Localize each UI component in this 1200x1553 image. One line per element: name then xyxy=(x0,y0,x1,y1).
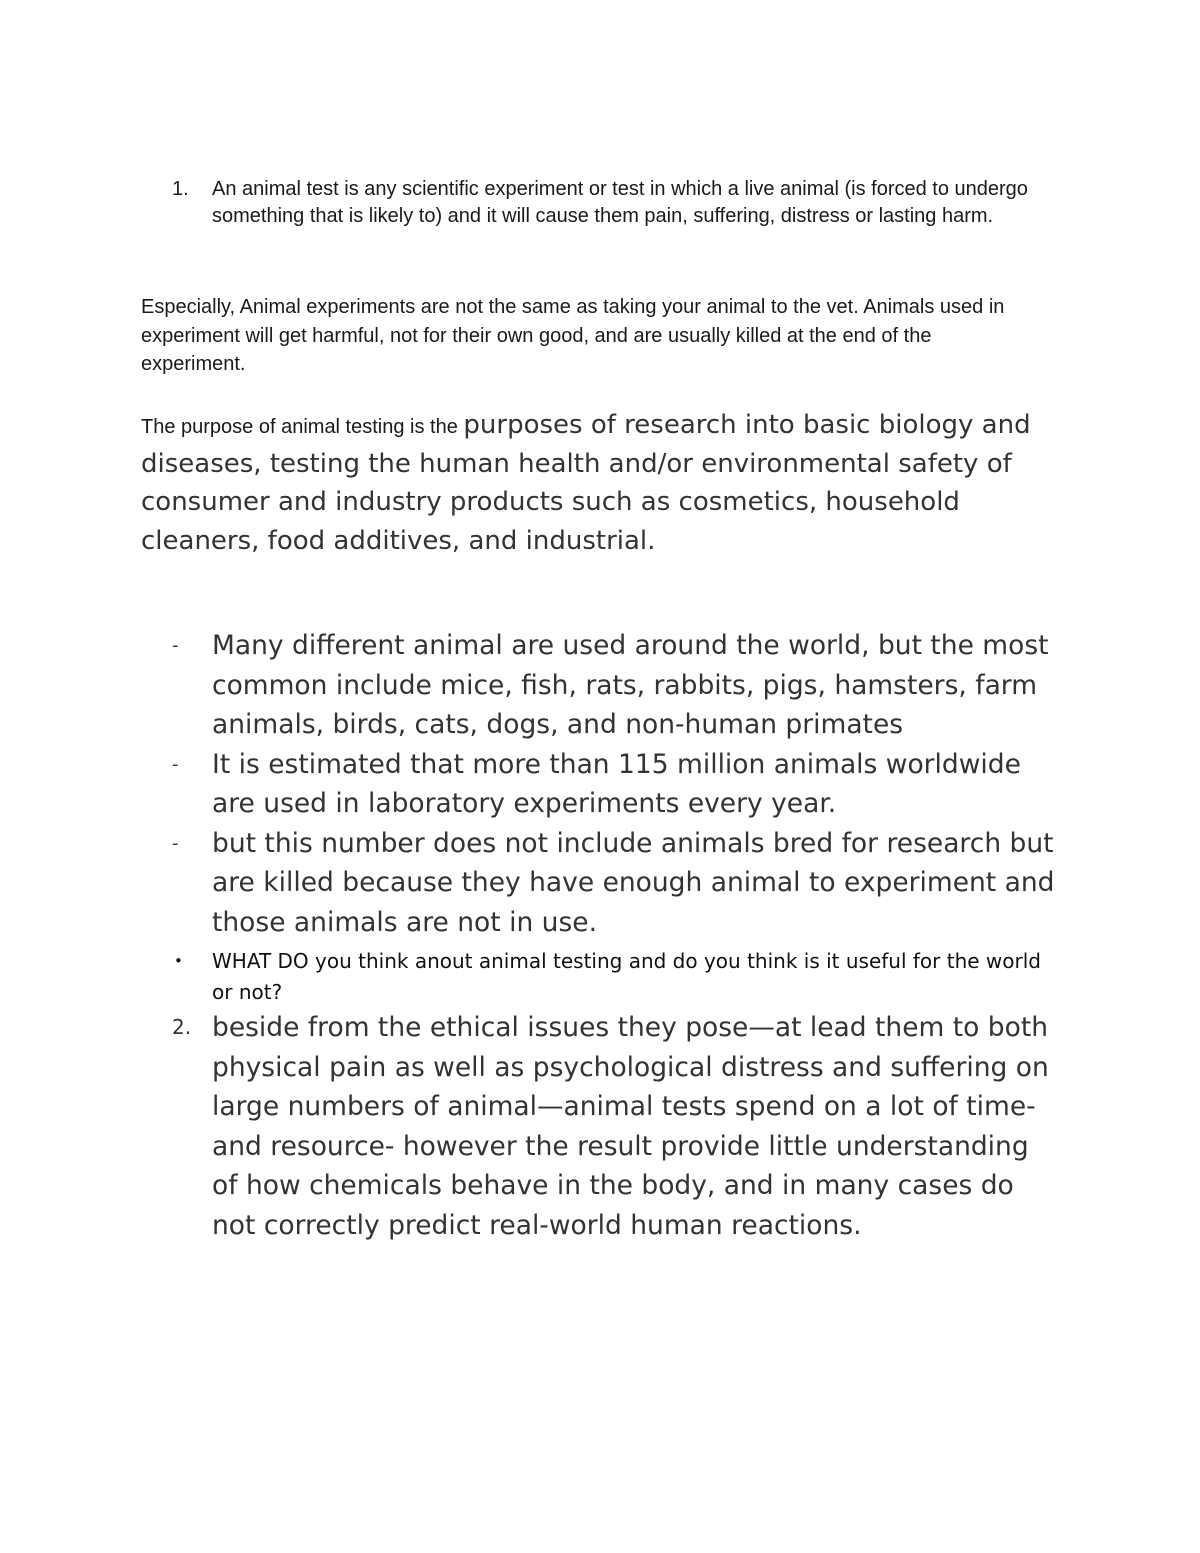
purpose-lead-text: The purpose of animal testing is the xyxy=(141,416,464,438)
list-item-text: It is estimated that more than 115 million animals worldwide are used in laboratory experiments every year. xyxy=(212,748,1021,819)
numbered-item-2 xyxy=(172,1008,1072,1245)
question-bullet-item xyxy=(172,946,1072,1008)
numbered-item-1 xyxy=(172,176,1072,230)
dash-marker: - xyxy=(172,635,179,656)
list-number: 1. xyxy=(172,178,189,200)
list-item-text: beside from the ethical issues they pose—at lead them to both physical pain as well as psychological distress and suffering on large numbers of animal—animal tests spend on a lot of time- and resource- however the result provide little understanding of how chemicals behave in the body, and in many cases do not correctly predict real-world human reactions. xyxy=(212,1012,1049,1241)
paragraph-purpose xyxy=(141,408,1041,562)
list-item-text: but this number does not include animals bred for research but are killed because they have enough animal to experiment and those animals are not in use. xyxy=(212,827,1055,938)
list-item xyxy=(172,626,1072,745)
list-item-text: Many different animal are used around the world, but the most common include mice, fish, rats, rabbits, pigs, hamsters, farm animals, birds, cats, dogs, and non-human primates xyxy=(212,630,1049,740)
dash-marker: - xyxy=(172,832,179,854)
purpose-body-text: purposes of research into basic biology and diseases, testing the human health and/or environmental safety of consumer and industry products such as cosmetics, household cleaners, food additives, and industrial. xyxy=(141,410,1031,556)
list-item xyxy=(172,745,1072,824)
dash-marker: - xyxy=(172,753,179,775)
statistics-list xyxy=(172,626,1072,1245)
question-text: WHAT DO you think anout animal testing and do you think is it useful for the world or not? xyxy=(212,949,1041,1004)
paragraph-especially: Especially, Animal experiments are not the same as taking your animal to the vet. Animals used in experiment will get harmful, not for their own good, and are usually killed at the end of the experiment. xyxy=(141,296,1005,375)
list-item xyxy=(172,824,1072,943)
list-number: 2. xyxy=(172,1015,192,1039)
bullet-marker: • xyxy=(174,952,183,970)
list-item-text: An animal test is any scientific experiment or test in which a live animal (is forced to undergo something that is likely to) and it will cause them pain, suffering, distress or lasting harm. xyxy=(212,178,1028,227)
